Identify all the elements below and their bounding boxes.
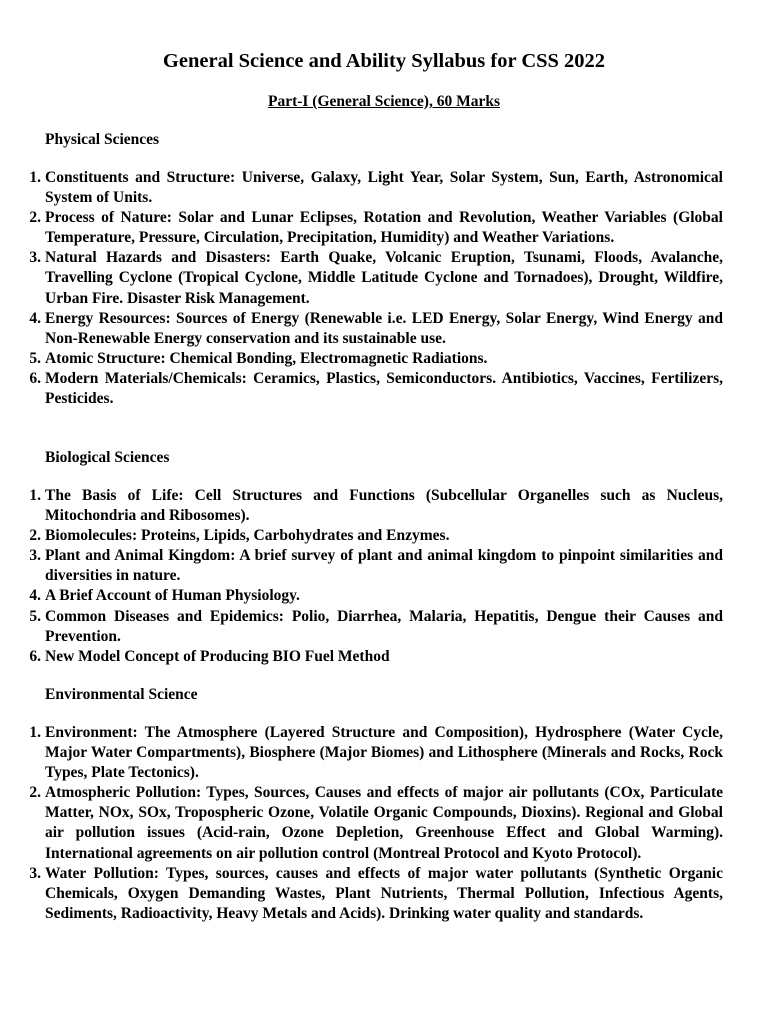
item-text: A Brief Account of Human Physiology. — [45, 587, 300, 605]
list-item — [17, 168, 723, 208]
item-text: Process of Nature: Solar and Lunar Eclipses, Rotation and Revolution, Weather Variables (Global Temperature, Pressure, Circulation, Precipitation, Humidity) and Weather Variations. — [45, 209, 723, 247]
section-heading-environmental-science: Environmental Science — [45, 686, 198, 703]
list-item — [17, 783, 723, 863]
list-item — [17, 486, 723, 526]
item-text: Modern Materials/Chemicals: Ceramics, Plastics, Semiconductors. Antibiotics, Vaccines, Fertilizers, Pesticides. — [45, 369, 723, 408]
item-text: Biomolecules: Proteins, Lipids, Carbohydrates and Enzymes. — [45, 527, 450, 545]
list-item — [17, 369, 723, 409]
list-item — [17, 586, 723, 606]
item-number: 3. — [29, 864, 41, 882]
item-text: Environment: The Atmosphere (Layered Structure and Composition), Hydrosphere (Water Cycle, Major Water Compartments), Biosphere (Major Biomes) and Lithosphere (Minerals and Rocks, Rock Types, Plate Tectonics). — [45, 724, 723, 782]
item-number: 6. — [29, 647, 41, 665]
list-item — [17, 349, 723, 369]
list-item — [17, 309, 723, 349]
list-item — [17, 864, 723, 924]
list-item — [17, 208, 723, 248]
list-item — [17, 526, 723, 546]
item-number: 4. — [29, 587, 41, 605]
item-number: 2. — [29, 209, 41, 227]
item-text: Plant and Animal Kingdom: A brief survey of plant and animal kingdom to pinpoint similarities and diversities in nature. — [45, 547, 723, 585]
item-number: 5. — [29, 607, 41, 625]
item-text: Water Pollution: Types, sources, causes and effects of major water pollutants (Synthetic Organic Chemicals, Oxygen Demanding Wastes, Plant Nutrients, Thermal Pollution, Infectious Agents, Sediments, Radioactivity, Heavy Metals and Acids). Drinking water quality and standards. — [45, 864, 723, 922]
item-number: 1. — [29, 169, 41, 186]
item-text: Common Diseases and Epidemics: Polio, Diarrhea, Malaria, Hepatitis, Dengue their Causes and Prevention. — [45, 607, 723, 645]
item-number: 3. — [29, 249, 41, 267]
item-number: 6. — [29, 369, 41, 387]
biological-sciences-list — [17, 486, 723, 667]
list-item — [17, 248, 723, 308]
item-text: Atomic Structure: Chemical Bonding, Electromagnetic Radiations. — [45, 349, 488, 367]
section-heading-physical-sciences: Physical Sciences — [45, 131, 160, 148]
item-number: 2. — [29, 527, 41, 545]
item-text: Atmospheric Pollution: Types, Sources, Causes and effects of major air pollutants (COx, Particulate Matter, NOx, SOx, Tropospheric Ozone, Volatile Organic Compounds, Dioxins). Regional and Global air pollution issues (Acid-rain, Ozone Depletion, Greenhouse Effect and Global Warming). International agreements on air pollution control (Montreal Protocol and Kyoto Protocol). — [45, 784, 723, 862]
item-text: Energy Resources: Sources of Energy (Renewable i.e. LED Energy, Solar Energy, Wind Energy and Non-Renewable Energy conservation and its sustainable use. — [45, 309, 723, 347]
item-text: The Basis of Life: Cell Structures and Functions (Subcellular Organelles such as Nucleus, Mitochondria and Ribosomes). — [45, 487, 723, 525]
item-number: 3. — [29, 547, 41, 565]
section-heading-biological-sciences: Biological Sciences — [45, 449, 170, 466]
list-item — [17, 607, 723, 647]
item-number: 4. — [29, 309, 41, 327]
physical-sciences-list — [17, 168, 723, 409]
item-number: 1. — [29, 487, 41, 504]
item-number: 2. — [29, 784, 41, 802]
item-text: Constituents and Structure: Universe, Galaxy, Light Year, Solar System, Sun, Earth, Astronomical System of Units. — [45, 169, 723, 207]
list-item — [17, 546, 723, 586]
part-heading: Part-I (General Science), 60 Marks — [267, 93, 500, 110]
list-item — [17, 723, 723, 783]
item-number: 1. — [29, 724, 41, 741]
item-number: 5. — [29, 349, 41, 367]
item-text: Natural Hazards and Disasters: Earth Quake, Volcanic Eruption, Tsunami, Floods, Avalanche, Travelling Cyclone (Tropical Cyclone, Middle Latitude Cyclone and Tornadoes), Drought, Wildfire, Urban Fire. Disaster Risk Management. — [45, 249, 723, 307]
environmental-science-list — [17, 723, 723, 924]
page-title: General Science and Ability Syllabus for CSS 2022 — [162, 50, 606, 72]
item-text: New Model Concept of Producing BIO Fuel Method — [45, 647, 390, 665]
list-item — [17, 647, 723, 667]
